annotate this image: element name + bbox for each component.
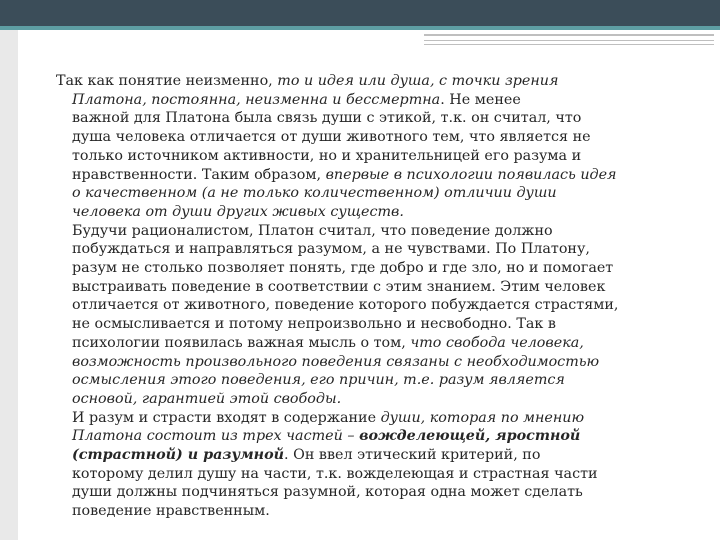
text-line xyxy=(56,203,680,222)
slide-body-text xyxy=(56,72,680,521)
text-run: поведение нравственным. xyxy=(72,503,270,520)
text-line xyxy=(56,483,680,502)
text-line xyxy=(56,371,680,390)
text-line xyxy=(56,390,680,409)
text-line xyxy=(56,72,680,91)
emphasis-text: (страстной) и разумной xyxy=(72,447,285,464)
emphasis-text: Платона состоит из трех частей – xyxy=(72,428,360,445)
text-line xyxy=(56,109,680,128)
emphasis-text: что свобода человека, xyxy=(410,334,584,351)
paragraph xyxy=(56,72,680,222)
text-run: важной для Платона была связь души с этикой, т.к. он считал, что xyxy=(72,110,582,127)
text-line xyxy=(56,334,680,353)
text-run: . Не менее xyxy=(440,91,521,108)
emphasis-text: вожделеющей, яростной xyxy=(359,428,581,445)
emphasis-text: то и идея или душа, с точки зрения xyxy=(277,73,559,89)
emphasis-text: основой, гарантией этой свободы. xyxy=(72,390,342,407)
text-line xyxy=(56,259,680,278)
text-run: Будучи рационалистом, Платон считал, что поведение должно xyxy=(72,222,553,239)
text-line xyxy=(56,240,680,259)
emphasis-text: человека от души других живых существ. xyxy=(72,203,404,220)
emphasis-text: осмысления этого поведения, его причин, т.е. разум является xyxy=(72,372,565,389)
text-run: психологии появилась важная мысль о том, xyxy=(72,334,411,351)
header-banner xyxy=(0,0,720,30)
text-run: нравственности. Таким образом, xyxy=(72,166,326,183)
paragraph xyxy=(56,222,680,409)
text-run: выстраивать поведение в соответствии с этим знанием. Этим человек xyxy=(72,278,606,295)
emphasis-text: души, которая по мнению xyxy=(380,409,585,426)
text-line xyxy=(56,502,680,521)
text-line xyxy=(56,427,680,446)
text-line xyxy=(56,296,680,315)
text-line xyxy=(56,278,680,297)
text-line xyxy=(56,147,680,166)
text-run: . Он ввел этический критерий, по xyxy=(284,447,541,464)
decorative-lines xyxy=(424,30,714,50)
text-run: душа человека отличается от души животного тем, что является не xyxy=(72,129,591,146)
text-run: души должны подчиняться разумной, которая одна может сделать xyxy=(72,484,583,501)
text-run: И разум и страсти входят в содержание xyxy=(72,409,381,426)
decorative-line xyxy=(424,34,714,36)
text-line xyxy=(56,353,680,372)
text-run: отличается от животного, поведение которого побуждается страстями, xyxy=(72,297,619,314)
paragraph xyxy=(56,409,680,521)
text-line xyxy=(56,409,680,428)
text-line xyxy=(56,128,680,147)
text-line xyxy=(56,184,680,203)
text-line xyxy=(56,91,680,110)
text-run: побуждаться и направляться разумом, а не чувствами. По Платону, xyxy=(72,241,590,258)
text-run: не осмысливается и потому непроизвольно и несвободно. Так в xyxy=(72,316,556,333)
text-line xyxy=(56,315,680,334)
text-run: только источником активности, но и хранительницей его разума и xyxy=(72,147,582,164)
decorative-line xyxy=(424,40,714,41)
emphasis-text: о качественном (а не только количественном) отличии души xyxy=(72,185,557,202)
text-line xyxy=(56,465,680,484)
text-run: которому делил душу на части, т.к. вожделеющая и страстная части xyxy=(72,465,598,482)
text-line xyxy=(56,446,680,465)
text-run: Так как понятие неизменно, xyxy=(56,73,278,89)
decorative-line xyxy=(424,44,714,45)
emphasis-text: Платона, постоянна, неизменна и бессмертна xyxy=(72,91,441,108)
header-dark-stripe xyxy=(0,0,720,26)
emphasis-text: впервые в психологии появилась идея xyxy=(325,166,617,183)
emphasis-text: возможность произвольного поведения связаны с необходимостью xyxy=(72,353,600,370)
text-line xyxy=(56,222,680,241)
text-run: разум не столько позволяет понять, где добро и где зло, но и помогает xyxy=(72,260,614,277)
text-line xyxy=(56,166,680,185)
